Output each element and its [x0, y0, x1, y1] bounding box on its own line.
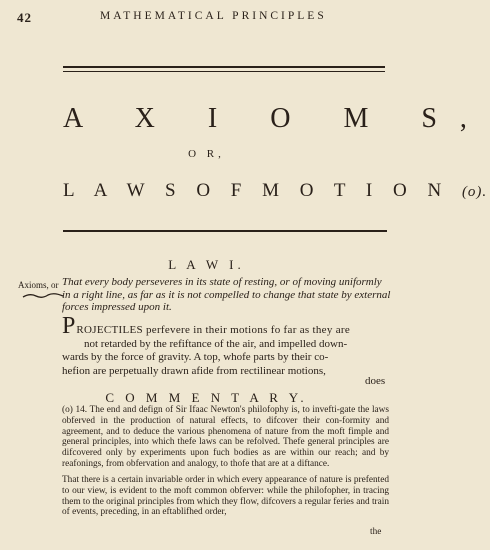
laws-title-note: (o). [461, 184, 488, 200]
commentary-heading: C O M M E N T A R Y. [105, 390, 308, 405]
top-rule [63, 66, 385, 68]
projectiles-line-2 [62, 338, 389, 352]
catchword-the: the [370, 527, 382, 537]
commentary-paragraph-2: That there is a certain invariable order in which every appearance of nature is prefented to our view, is evident to the moft common obferver: while the philofopher, in tracing them to the original principles from which they flow, difcovers a regular feries and train of events, preceding, in an eftablifhed order, [62, 475, 390, 518]
projectiles-line-1-text: ROJECTILES perfevere in their motions fo far as they are [76, 324, 351, 336]
catchword-does: does [365, 375, 386, 387]
projectiles-line-1 [62, 313, 389, 339]
middle-rule [63, 230, 387, 232]
top-rule-thin [63, 71, 385, 72]
page-number: 42 [17, 10, 32, 25]
laws-title-text: L A W S O F M O T I O N [63, 180, 450, 201]
projectiles-paragraph [62, 313, 389, 378]
law-statement: That every body perseveres in its state of resting, or of moving uniformly in a right line, as far as it is not compelled to change that state by external forces impressed upon it. [62, 276, 391, 313]
law-heading: L A W I. [168, 257, 245, 272]
projectiles-line-3: wards by the force of gravity. A top, whofe parts by their co- [62, 351, 329, 364]
laws-of-motion-title [63, 180, 488, 202]
projectiles-line-4: hefion are perpetually drawn afide from rectilinear motions, [62, 364, 326, 377]
margin-note: Axioms, or [18, 280, 59, 290]
commentary-paragraph-1: (o) 14. The end and defign of Sir Ifaac Newton's philofophy is, to invefti-gate the laws obferved in the production of natural effects, to difcover their con-formity and agreement, and to deduce the various phenomena of nature from the moft fimple and general principles, into which thefe laws can be refolved. Thefe general principles are difcovered only by experiments upon fuch bodies as are within our reach; and by reafonings, from obfervation and analogy, to thofe that are at a diftance. [62, 405, 389, 469]
page-header [0, 6, 413, 26]
projectiles-line-2-text: not retarded by the refiftance of the air, and impelled down- [84, 337, 348, 350]
margin-flourish-icon [22, 292, 64, 300]
axioms-title: A X I O M S, [63, 103, 490, 134]
running-title: MATHEMATICAL PRINCIPLES [100, 10, 327, 22]
or-subtitle: O R, [188, 148, 225, 160]
drop-cap: P [62, 313, 77, 339]
